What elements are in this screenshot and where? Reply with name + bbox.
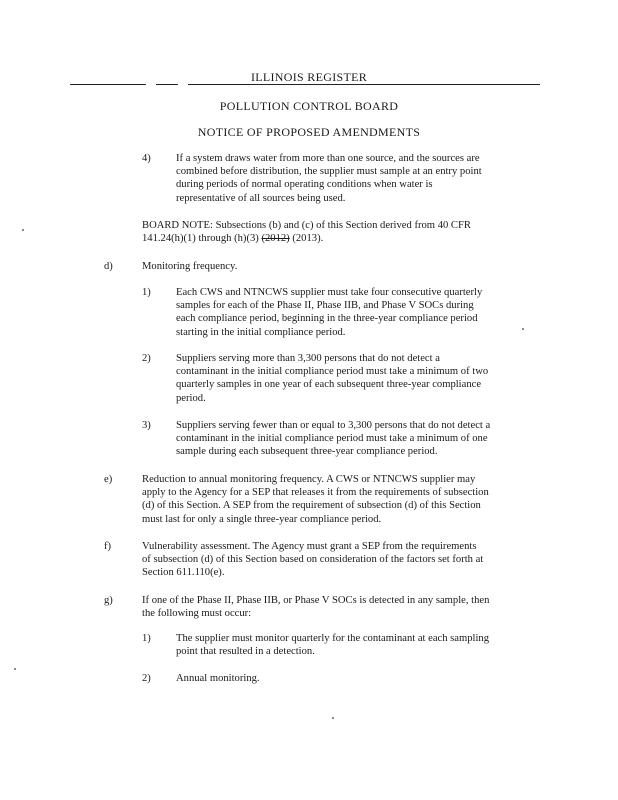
- section-g-item-1-text: The supplier must monitor quarterly for the contaminant at each sampling point that resulted in a detection.: [176, 633, 490, 658]
- section-e-label: e): [104, 474, 113, 485]
- section-d-item-2-label: 2): [142, 353, 151, 364]
- item-4-text: If a system draws water from more than one source, and the sources are combined before distribution, the supplier must sample at an entry point during periods of normal operating conditions when water is representative of all sources being used.: [176, 153, 482, 204]
- section-g-item-2-text: Annual monitoring.: [176, 673, 260, 684]
- section-d-item-1-text: Each CWS and NTNCWS supplier must take four consecutive quarterly samples for each of the Phase II, Phase IIB, and Phase V SOCs during each compliance period, beginning in the three-year compliance period starting in the initial compliance period.: [176, 287, 483, 338]
- section-d-label: d): [104, 261, 113, 272]
- section-d-heading: Monitoring frequency.: [142, 261, 238, 272]
- scan-speck: [332, 717, 334, 719]
- board-note: BOARD NOTE: Subsections (b) and (c) of this Section derived from 40 CFR 141.24(h)(1) through (h)(3) (2012) (2013).: [142, 220, 471, 245]
- section-d-item-3-text: Suppliers serving fewer than or equal to 3,300 persons that do not detect a contaminant in the initial compliance period must take a minimum of one sample during each subsequent three-year compliance period.: [176, 420, 491, 458]
- scan-speck: [14, 668, 16, 670]
- scan-speck: [22, 229, 24, 231]
- register-title: ILLINOIS REGISTER: [250, 70, 368, 84]
- section-g-item-1-label: 1): [142, 633, 151, 644]
- section-g-text: If one of the Phase II, Phase IIB, or Phase V SOCs is detected in any sample, then the following must occur:: [142, 595, 490, 620]
- scan-speck: [522, 328, 524, 330]
- section-d-item-1-label: 1): [142, 287, 151, 298]
- section-d-item-3-label: 3): [142, 420, 151, 431]
- board-title: POLLUTION CONTROL BOARD: [219, 99, 399, 113]
- item-4-label: 4): [142, 153, 151, 164]
- struck-text: (2012): [261, 233, 290, 245]
- notice-title: NOTICE OF PROPOSED AMENDMENTS: [197, 125, 421, 139]
- section-g-label: g): [104, 595, 113, 606]
- section-g-item-2-label: 2): [142, 673, 151, 684]
- section-f-label: f): [104, 541, 112, 552]
- section-e-text: Reduction to annual monitoring frequency. A CWS or NTNCWS supplier may apply to the Agency for a SEP that releases it from the requirements of subsection (d) of this Section. A SEP from the requirement of subsection (d) of this Section must last for only a single three-year compliance period.: [142, 474, 489, 525]
- section-d-item-2-text: Suppliers serving more than 3,300 persons that do not detect a contaminant in the initial compliance period must take a minimum of two quarterly samples in one year of each subsequent three-year compliance period.: [176, 353, 489, 404]
- section-f-text: Vulnerability assessment. The Agency must grant a SEP from the requirements of subsection (d) of this Section based on consideration of the factors set forth at Section 611.110(e).: [142, 541, 484, 579]
